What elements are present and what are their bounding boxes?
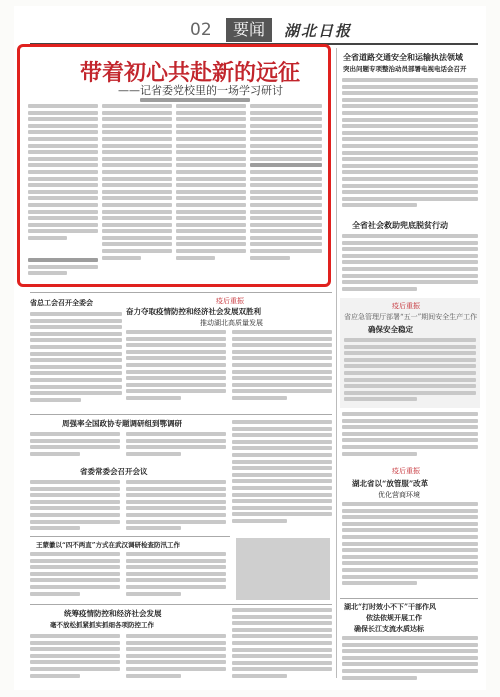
right-bottom-title-3: 确保长江支流水质达标 [354, 624, 424, 633]
right-top-title-2: 突出问题专项整治动员部署电视电话会召开 [343, 65, 467, 73]
center-title-3: 王蒙徽以“四不两直”方式在武汉调研检查防汛工作 [36, 541, 180, 549]
right-top-body [342, 78, 478, 216]
left-mid-title: 省总工会召开全委会 [30, 298, 93, 307]
right-bottom-rule [340, 598, 478, 599]
right-box-body [344, 338, 476, 406]
right-low-title-2: 优化营商环境 [378, 491, 420, 499]
center-title-4b: 毫不放松抓紧抓实抓细各项防控工作 [50, 621, 154, 629]
right-bottom-body [342, 636, 478, 684]
right-mid-body [342, 234, 478, 300]
left-mid-body [30, 312, 122, 412]
paper-name: 湖北日报 [284, 22, 353, 40]
section-label: 要闻 [226, 18, 272, 42]
middle-band-rule [30, 292, 332, 293]
center-body-4a [30, 634, 120, 682]
right-box-title-1: 省应急管理厅部署“五一”期间安全生产工作 [344, 313, 478, 321]
mid-body-col2 [232, 330, 332, 410]
center-body-3b [126, 552, 226, 600]
right-mid-title: 全省社会救助兜底脱贫行动 [352, 220, 448, 230]
mid-title-2: 推动湖北高质量发展 [200, 319, 263, 327]
lead-subtitle: ——记省委党校里的一场学习研讨 [118, 84, 283, 97]
center-body-4c [232, 608, 332, 682]
right-box-kicker: 疫后重振 [392, 302, 420, 310]
center-photo [236, 538, 330, 600]
right-low-kicker: 疫后重振 [392, 467, 420, 475]
center-body-3a [30, 552, 120, 600]
center-rule-3 [30, 604, 332, 605]
right-bottom-title-2: 依法依规开展工作 [366, 613, 422, 622]
right-column-divider [336, 48, 337, 678]
center-body-4b [126, 634, 226, 682]
page-number: 02 [190, 20, 212, 40]
mid-kicker: 疫后重振 [216, 297, 244, 305]
right-box-title-2: 确保安全稳定 [368, 325, 413, 334]
center-body-1b [126, 432, 226, 462]
right-low-body [342, 502, 478, 594]
center-body-1a [30, 432, 120, 462]
right-bottom-title-1: 湖北“打时效小不下”干部作风 [344, 602, 437, 611]
mid-title-1: 奋力夺取疫情防控和经济社会发展双胜利 [126, 307, 261, 316]
lead-title: 带着初心共赴新的远征 [80, 60, 301, 86]
center-body-2a [30, 480, 120, 532]
center-body-2b [126, 480, 226, 532]
mid-body-col1 [126, 330, 226, 410]
center-rule-2 [30, 536, 230, 537]
highlight-frame [17, 44, 331, 287]
center-title-4a: 统筹疫情防控和经济社会发展 [64, 609, 162, 618]
right-top-title-1: 全省道路交通安全和运输执法领域 [343, 52, 463, 62]
center-rule-1 [30, 414, 332, 415]
right-mid-col-body [342, 412, 478, 462]
center-body-1c [232, 420, 332, 530]
right-low-title-1: 湖北省以“放管服”改革 [352, 479, 429, 488]
center-title-1: 周强率全国政协专题调研组到鄂调研 [62, 419, 182, 428]
center-title-2: 省委常委会召开会议 [80, 467, 148, 476]
